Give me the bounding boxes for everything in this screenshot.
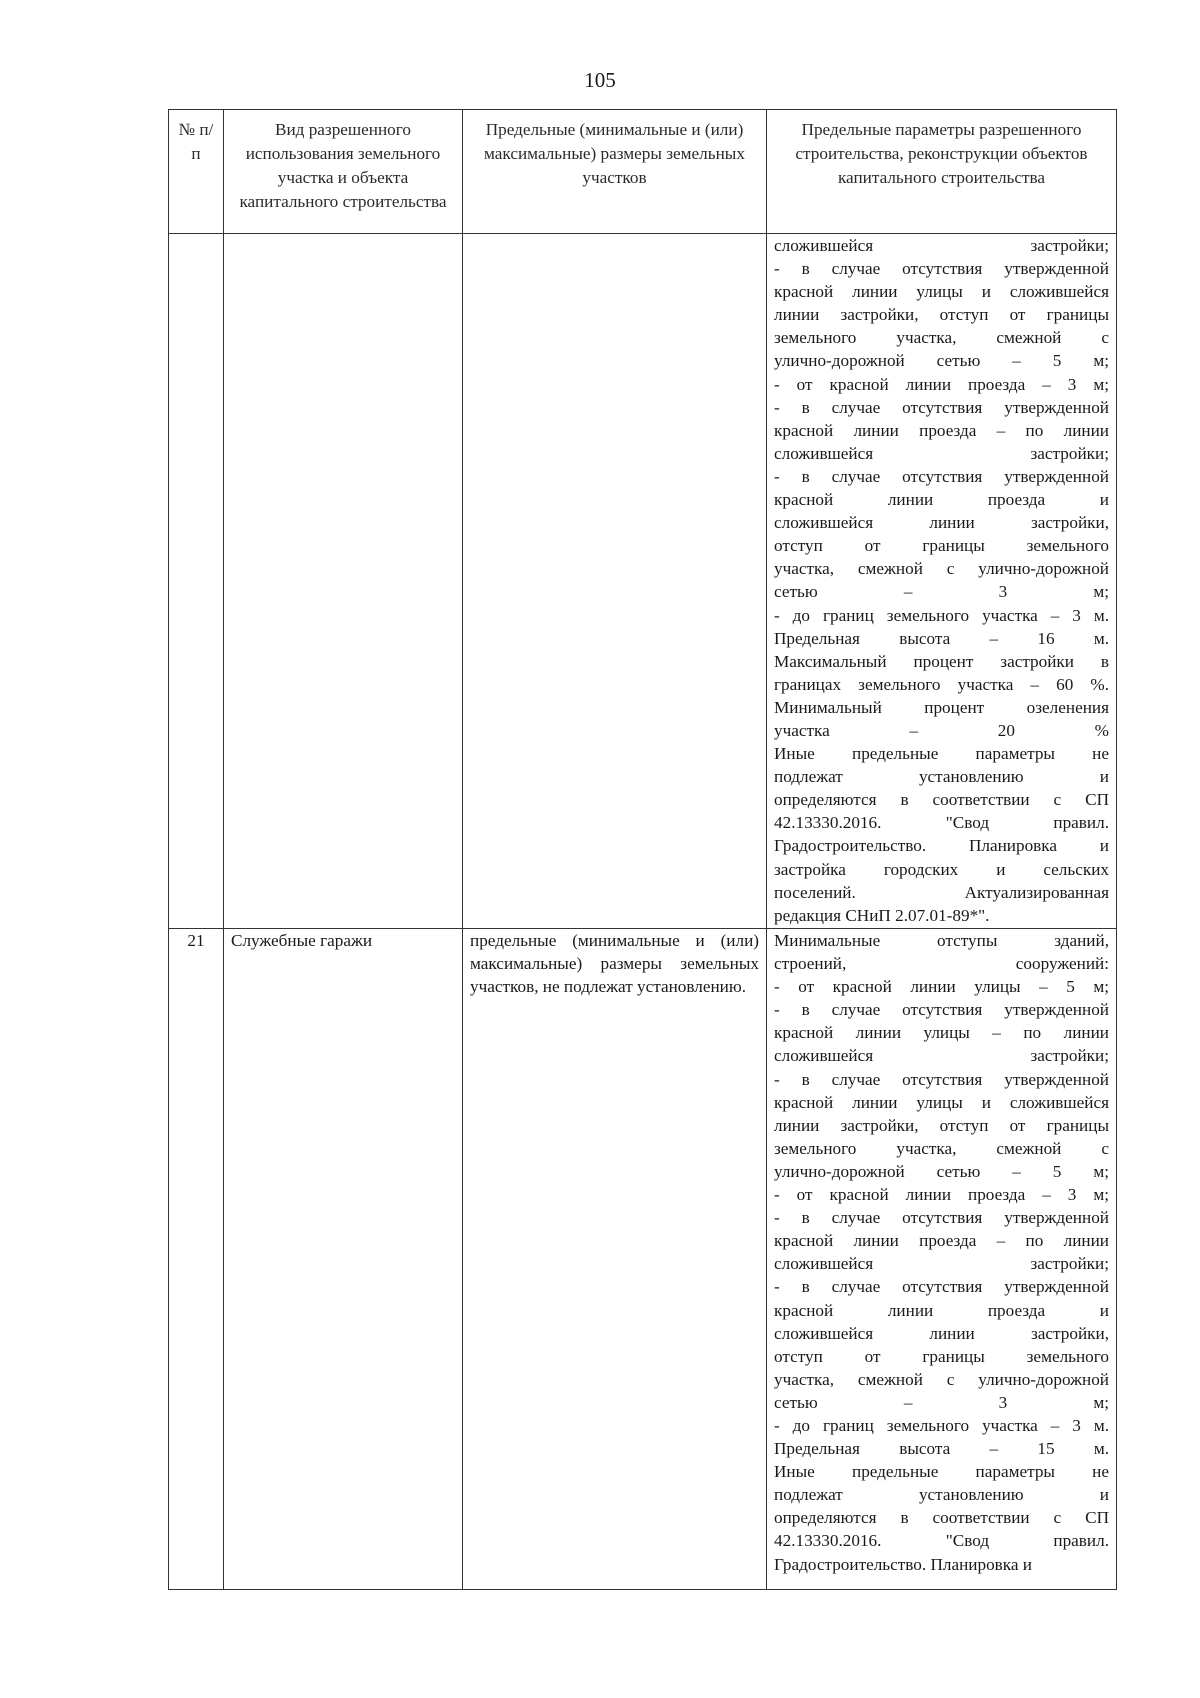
params-line: красной линии улицы и сложившейся [774,282,1109,302]
params-line: Минимальный процент озеленения [774,697,1109,717]
table-row [169,234,1117,929]
params-line: определяются в соответствии с СП [774,1508,1109,1528]
params-line: сложившейся линии застройки, [774,513,1109,533]
params-line: отступ от границы земельного [774,536,1109,556]
params-line: красной линии улицы и сложившейся [774,1092,1109,1112]
params-line: Иные предельные параметры не [774,1462,1109,1482]
params-line: Градостроительство. Планировка и [774,1554,1032,1574]
header-plot-size: Предельные (минимальные и (или) максимальные) размеры земельных участков [463,110,767,234]
params-line: Градостроительство. Планировка и [774,836,1109,856]
header-number: № п/п [169,110,224,234]
params-line: - в случае отсутствия утвержденной [774,1277,1109,1297]
params-line: участка, смежной с улично-дорожной [774,559,1109,579]
params-line: - от красной линии проезда – 3 м; [774,1185,1109,1205]
params-line: Иные предельные параметры не [774,744,1109,764]
params-line: редакция СНиП 2.07.01-89*". [774,905,990,925]
params-line: подлежат установлению и [774,1485,1109,1505]
header-build-params: Предельные параметры разрешенного строительства, реконструкции объектов капитального строительства [767,110,1117,234]
row-plot-size: предельные (минимальные и (или) максимальные) размеры земельных участков, не подлежат установлению. [463,929,767,1590]
params-line: - в случае отсутствия утвержденной [774,466,1109,486]
params-line: - в случае отсутствия утвержденной [774,259,1109,279]
params-line: границах земельного участка – 60 %. [774,674,1109,694]
params-line: сложившейся застройки; [774,1254,1109,1274]
table-row [169,929,1117,1590]
row-plot-size [463,234,767,929]
row-number [169,234,224,929]
row-use-type: Служебные гаражи [224,929,463,1590]
params-line: подлежат установлению и [774,767,1109,787]
params-line: красной линии проезда – по линии [774,1231,1109,1251]
params-line: поселений. Актуализированная [774,882,1109,902]
header-use-type: Вид разрешенного использования земельного участка и объекта капитального строительства [224,110,463,234]
params-line: земельного участка, смежной с [774,328,1109,348]
params-line: участка – 20 % [774,720,1109,740]
params-line: красной линии проезда и [774,490,1109,510]
regulations-table [168,109,1117,1590]
params-line: 42.13330.2016. "Свод правил. [774,813,1109,833]
params-line: Предельная высота – 15 м. [774,1439,1109,1459]
params-line: - до границ земельного участка – 3 м. [774,1415,1109,1435]
row-number: 21 [169,929,224,1590]
params-line: - от красной линии улицы – 5 м; [774,977,1109,997]
params-line: - до границ земельного участка – 3 м. [774,605,1109,625]
params-line: земельного участка, смежной с [774,1138,1109,1158]
params-line: красной линии проезда – по линии [774,420,1109,440]
params-line: - в случае отсутствия утвержденной [774,1069,1109,1089]
params-line: улично-дорожной сетью – 5 м; [774,1161,1109,1181]
params-line: линии застройки, отступ от границы [774,305,1109,325]
params-line: Предельная высота – 16 м. [774,628,1109,648]
params-line: - в случае отсутствия утвержденной [774,397,1109,417]
row-build-params [767,234,1117,929]
params-line: - в случае отсутствия утвержденной [774,1000,1109,1020]
row-build-params [767,929,1117,1590]
params-line: сетью – 3 м; [774,1392,1109,1412]
params-line: участка, смежной с улично-дорожной [774,1369,1109,1389]
params-line: сложившейся застройки; [774,236,1109,255]
table-header [169,110,1117,234]
params-line: - в случае отсутствия утвержденной [774,1208,1109,1228]
params-line: сетью – 3 м; [774,582,1109,602]
page-number: 105 [584,68,616,92]
params-line: улично-дорожной сетью – 5 м; [774,351,1109,371]
params-line: строений, сооружений: [774,954,1109,974]
params-line: сложившейся линии застройки, [774,1323,1109,1343]
row-use-type [224,234,463,929]
params-line: сложившейся застройки; [774,443,1109,463]
params-line: определяются в соответствии с СП [774,790,1109,810]
params-line: 42.13330.2016. "Свод правил. [774,1531,1109,1551]
params-line: застройка городских и сельских [774,859,1109,879]
params-line: сложившейся застройки; [774,1046,1109,1066]
params-line: красной линии улицы – по линии [774,1023,1109,1043]
params-line: Максимальный процент застройки в [774,651,1109,671]
params-line: Минимальные отступы зданий, [774,931,1109,950]
params-line: отступ от границы земельного [774,1346,1109,1366]
params-line: красной линии проезда и [774,1300,1109,1320]
params-line: линии застройки, отступ от границы [774,1115,1109,1135]
params-line: - от красной линии проезда – 3 м; [774,374,1109,394]
